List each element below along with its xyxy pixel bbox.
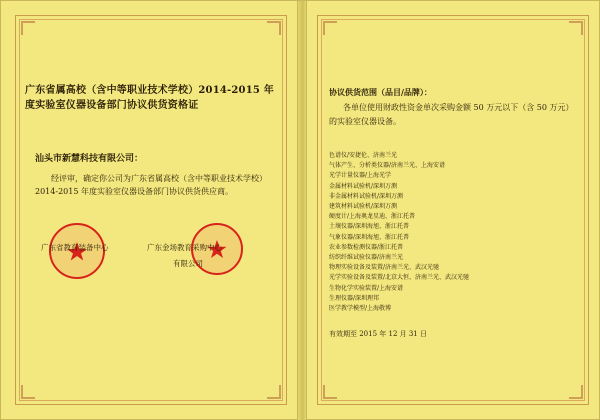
product-item: 金属材料试验机/深圳万测 xyxy=(329,182,398,190)
product-item: 农业参数检测仪器/浙江托普 xyxy=(329,243,404,251)
border-corner xyxy=(569,21,583,35)
border-corner xyxy=(267,385,281,399)
product-item: 生物化学实验装置/上海安谱 xyxy=(329,284,404,292)
issuer-name-line2: 有限公司 xyxy=(173,259,203,268)
company-name: 汕头市新慧科技有限公司： xyxy=(35,154,144,164)
product-item: 土壤仪器/深圳海旭、浙江托普 xyxy=(329,223,410,231)
product-item: 生理仪器/深圳理邦 xyxy=(329,294,380,302)
product-item: 色谱仪/安捷伦、济南兰光 xyxy=(329,152,398,159)
booklet-spine xyxy=(297,1,307,420)
validity-date: 有效期至 2015 年 12 月 31 日 xyxy=(329,330,427,338)
product-item: 非金属材料试验机/深圳万测 xyxy=(329,192,404,200)
left-page-border xyxy=(15,15,287,405)
border-corner xyxy=(21,21,35,35)
product-item: 建筑材料试验机/深圳万测 xyxy=(329,203,398,211)
certificate-body: 经评审，确定你公司为广东省属高校（含中等职业技术学校）2014-2015 年度实验室仪器设备部门协议供货供应商。 xyxy=(35,174,267,196)
border-corner xyxy=(323,385,337,399)
border-corner xyxy=(267,21,281,35)
product-item: 硬度计/上海奥龙星迪、浙江托普 xyxy=(329,213,416,221)
border-corner xyxy=(21,385,35,399)
product-list xyxy=(329,151,469,314)
border-corner xyxy=(569,385,583,399)
product-item: 气体产生、分析类仪器/济南兰光、上海安谱 xyxy=(329,162,446,170)
product-item: 医学教学模型/上海敬博 xyxy=(329,305,392,313)
issuer-name: 广东省教育装备中心 xyxy=(41,243,109,252)
issuer-name: 广东金场教育采购中心 xyxy=(147,243,222,252)
product-item: 光学实验设备及装置/北京大恒、济南兰光、武汉光驰 xyxy=(329,274,470,282)
scope-heading: 协议供货范围（品目/品牌）： xyxy=(329,87,432,97)
product-item: 气象仪器/深圳海旭、浙江托普 xyxy=(329,233,410,241)
scope-description: 各单位使用财政性资金单次采购金额 50 万元以下（含 50 万元）的实验室仪器设备。 xyxy=(329,103,574,126)
border-corner xyxy=(323,21,337,35)
certificate-title: 广东省属高校（含中等职业技术学校）2014-2015 年度实验室仪器设备部门协议供货资格证 xyxy=(25,85,274,111)
product-item: 纺织纤维试验仪器/济南兰光 xyxy=(329,254,404,262)
product-item: 光学计量仪器/上海光学 xyxy=(329,172,392,180)
product-item: 物理实验设备及装置/济南兰光、武汉光驰 xyxy=(329,264,440,272)
